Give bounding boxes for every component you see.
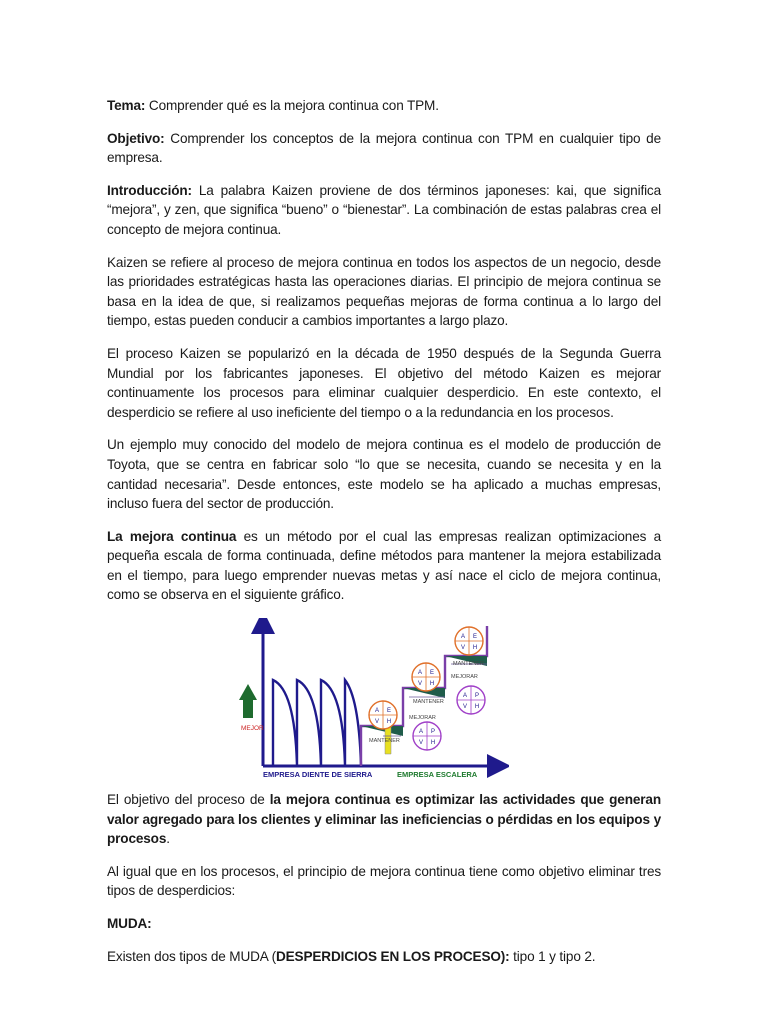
svg-text:A: A xyxy=(374,708,380,715)
label-escalera: EMPRESA ESCALERA xyxy=(397,770,478,780)
mejora-continua-text: es un método por el cual las empresas realizan optimizaciones a pequeña escala de forma continuada, define métodos para mantener la mejora estabilizada en el tiempo, para luego emprender nuevas metas y así nace el ciclo de mejora continua, como se observa en el siguiente gráfico. xyxy=(107,528,661,603)
svg-text:A: A xyxy=(460,634,466,641)
label-sierra: EMPRESA DIENTE DE SIERRA xyxy=(263,770,373,780)
svg-text:A: A xyxy=(417,670,423,677)
objetivo-proceso-pre: El objetivo del proceso de xyxy=(107,792,270,808)
svg-text:V: V xyxy=(417,681,423,688)
svg-text:H: H xyxy=(386,719,392,726)
proceso-kaizen-paragraph: El proceso Kaizen se popularizó en la década de 1950 después de la Segunda Guerra Mundial por los fabricantes japoneses. El objetivo del método Kaizen es mejorar continuamente los procesos para eliminar cualquier desperdicio. En este contexto, el desperdicio se refiere al uso ineficiente del tiempo o a la redundancia en los procesos. xyxy=(107,345,661,420)
objetivo-proceso-paragraph xyxy=(107,790,661,849)
svg-text:E: E xyxy=(472,634,478,641)
tema-label: Tema: xyxy=(107,98,146,113)
mantener-label-1: MANTENER xyxy=(369,738,400,745)
svg-text:V: V xyxy=(460,645,466,652)
svg-text:P: P xyxy=(430,729,436,736)
introduccion-label: Introducción: xyxy=(107,182,192,198)
muda-heading-text: MUDA: xyxy=(107,916,152,932)
sdca-circle-1 xyxy=(369,701,397,729)
pdca-circle-2 xyxy=(457,686,485,714)
svg-text:V: V xyxy=(462,704,468,711)
igual-paragraph: Al igual que en los procesos, el principio de mejora continua tiene como objetivo eliminar tres tipos de desperdicios: xyxy=(107,863,661,899)
mantener-label-3: MANTENER xyxy=(453,661,484,668)
mejora-continua-diagram xyxy=(107,618,661,780)
svg-text:V: V xyxy=(418,740,424,747)
svg-text:E: E xyxy=(386,708,392,715)
svg-text:V: V xyxy=(374,719,380,726)
svg-text:P: P xyxy=(474,693,480,700)
tema-text: Comprender qué es la mejora continua con TPM. xyxy=(145,98,439,113)
kaizen-paragraph: Kaizen se refiere al proceso de mejora continua en todos los aspectos de un negocio, desde las prioridades estratégicas hasta las operaciones diarias. El principio de mejora continua se basa en la idea de que, si realizamos pequeñas mejoras de forma continua a lo largo del tiempo, estas pueden conducir a cambios importantes a largo plazo. xyxy=(107,254,661,329)
objetivo-proceso-post: . xyxy=(166,831,170,847)
svg-text:H: H xyxy=(474,704,480,711)
objetivo-text: Comprender los conceptos de la mejora continua con TPM en cualquier tipo de empresa. xyxy=(107,130,661,166)
objetivo-label: Objetivo: xyxy=(107,130,165,146)
mantener-label-2: MANTENER xyxy=(413,699,444,706)
mejor-label: MEJOR xyxy=(241,725,264,733)
svg-text:A: A xyxy=(462,693,468,700)
tema-paragraph xyxy=(107,96,661,116)
diagram-svg xyxy=(233,618,509,780)
svg-text:A: A xyxy=(418,729,424,736)
sdca-circle-2 xyxy=(412,663,440,691)
mejora-continua-bold: La mejora continua xyxy=(107,528,237,544)
muda-heading xyxy=(107,914,661,934)
mejorar-label-2: MEJORAR xyxy=(451,674,478,681)
svg-text:H: H xyxy=(430,740,436,747)
mejora-continua-paragraph xyxy=(107,527,661,605)
document-page xyxy=(107,96,661,979)
introduccion-text: La palabra Kaizen proviene de dos términos japoneses: kai, que significa “mejora”, y zen, que significa “bueno” o “bienestar”. La combinación de estas palabras crea el concepto de mejora continua. xyxy=(107,182,661,237)
muda-pre: Existen dos tipos de MUDA ( xyxy=(107,948,276,964)
muda-post: tipo 1 y tipo 2. xyxy=(509,948,596,964)
svg-text:H: H xyxy=(472,645,478,652)
sierra-curve xyxy=(273,680,361,766)
mejorar-label-1: MEJORAR xyxy=(409,715,436,722)
pdca-circle-1 xyxy=(413,722,441,750)
introduccion-paragraph xyxy=(107,181,661,240)
sdca-circle-3 xyxy=(455,627,483,655)
muda-bold: DESPERDICIOS EN LOS PROCESO): xyxy=(275,948,510,964)
toyota-paragraph: Un ejemplo muy conocido del modelo de mejora continua es el modelo de producción de Toyota, que se centra en fabricar solo “lo que se necesita, cuando se necesita y en la cantidad necesaria”. Desde entonces, este modelo se ha aplicado a muchas empresas, incluso fuera del sector de producción. xyxy=(107,437,661,512)
up-arrow-icon xyxy=(239,684,257,718)
objetivo-proceso-bold: la mejora continua es optimizar las actividades que generan valor agregado para los clientes y eliminar las ineficiencias o pérdidas en los equipos y procesos xyxy=(107,792,661,847)
svg-text:E: E xyxy=(429,670,435,677)
svg-text:H: H xyxy=(429,681,435,688)
muda-paragraph xyxy=(107,947,661,967)
objetivo-paragraph xyxy=(107,129,661,168)
